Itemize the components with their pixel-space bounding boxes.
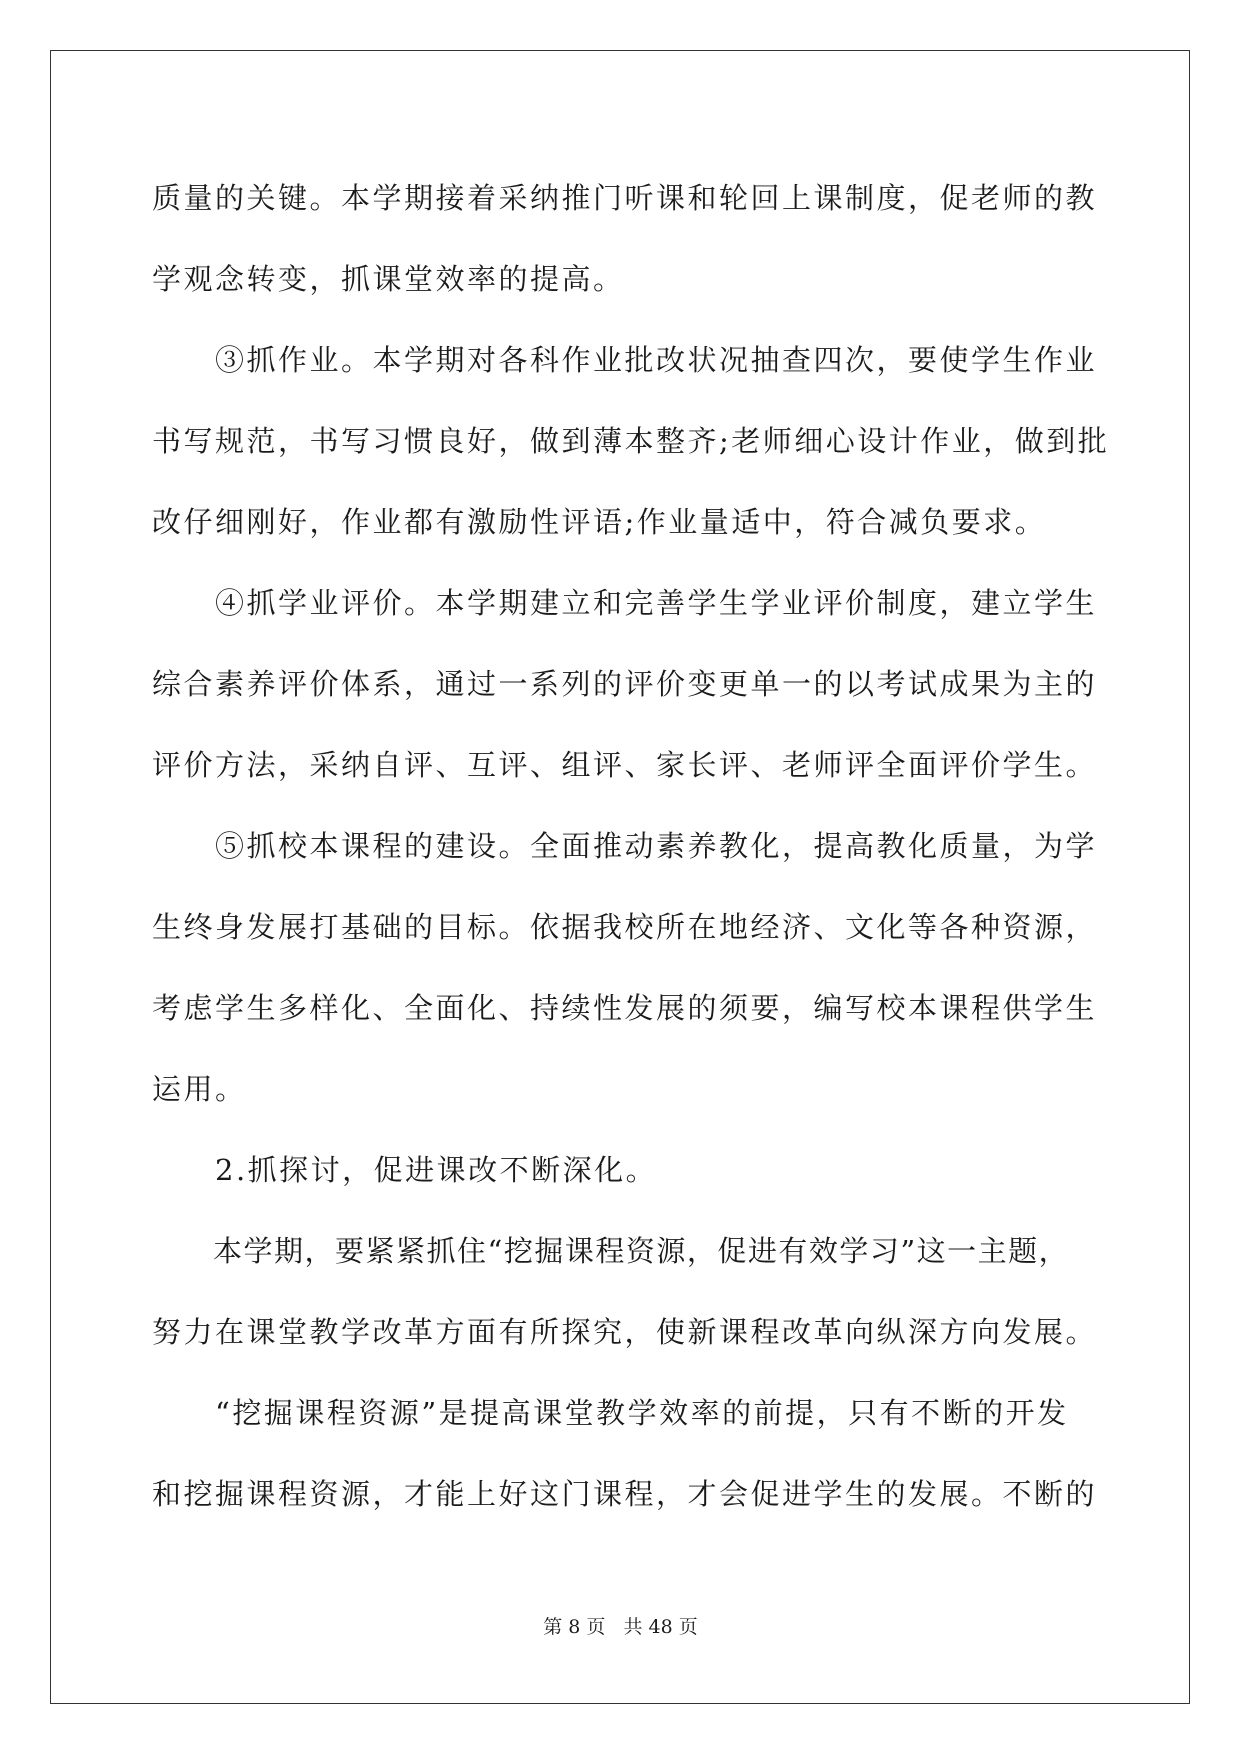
- text-line: 考虑学生多样化、全面化、持续性发展的须要，编写校本课程供学生: [152, 991, 1098, 1025]
- text-line: 综合素养评价体系，通过一系列的评价变更单一的以考试成果为主的: [152, 667, 1098, 701]
- text-line: 书写规范，书写习惯良好，做到薄本整齐;老师细心设计作业，做到批: [152, 424, 1110, 458]
- text-line: 本学期，要紧紧抓住“挖掘课程资源，促进有效学习”这一主题，: [152, 1234, 1070, 1268]
- text-line: 2.抓探讨，促进课改不断深化。: [152, 1153, 658, 1187]
- text-line: ⑤抓校本课程的建设。全面推动素养教化，提高教化质量，为学: [152, 829, 1098, 863]
- text-line: 和挖掘课程资源，才能上好这门课程，才会促进学生的发展。不断的: [152, 1477, 1098, 1511]
- text-line: 生终身发展打基础的目标。依据我校所在地经济、文化等各种资源，: [152, 910, 1098, 944]
- page-footer: [0, 1612, 1241, 1639]
- text-line: 质量的关键。本学期接着采纳推门听课和轮回上课制度，促老师的教: [152, 181, 1098, 215]
- text-line: 运用。: [152, 1072, 247, 1106]
- text-line: ④抓学业评价。本学期建立和完善学生学业评价制度，建立学生: [152, 586, 1098, 620]
- text-line: ③抓作业。本学期对各科作业批改状况抽查四次，要使学生作业: [152, 343, 1098, 377]
- text-line: 学观念转变，抓课堂效率的提高。: [152, 262, 625, 296]
- text-line: “挖掘课程资源”是提高课堂教学效率的前提，只有不断的开发: [152, 1396, 1069, 1430]
- page-number: 第 8 页: [543, 1616, 606, 1638]
- page-total: 共 48 页: [623, 1616, 698, 1638]
- text-line: 改仔细刚好，作业都有激励性评语;作业量适中，符合减负要求。: [152, 505, 1047, 539]
- document-body: [152, 158, 1110, 1535]
- text-line: 努力在课堂教学改革方面有所探究，使新课程改革向纵深方向发展。: [152, 1315, 1098, 1349]
- text-line: 评价方法，采纳自评、互评、组评、家长评、老师评全面评价学生。: [152, 748, 1098, 782]
